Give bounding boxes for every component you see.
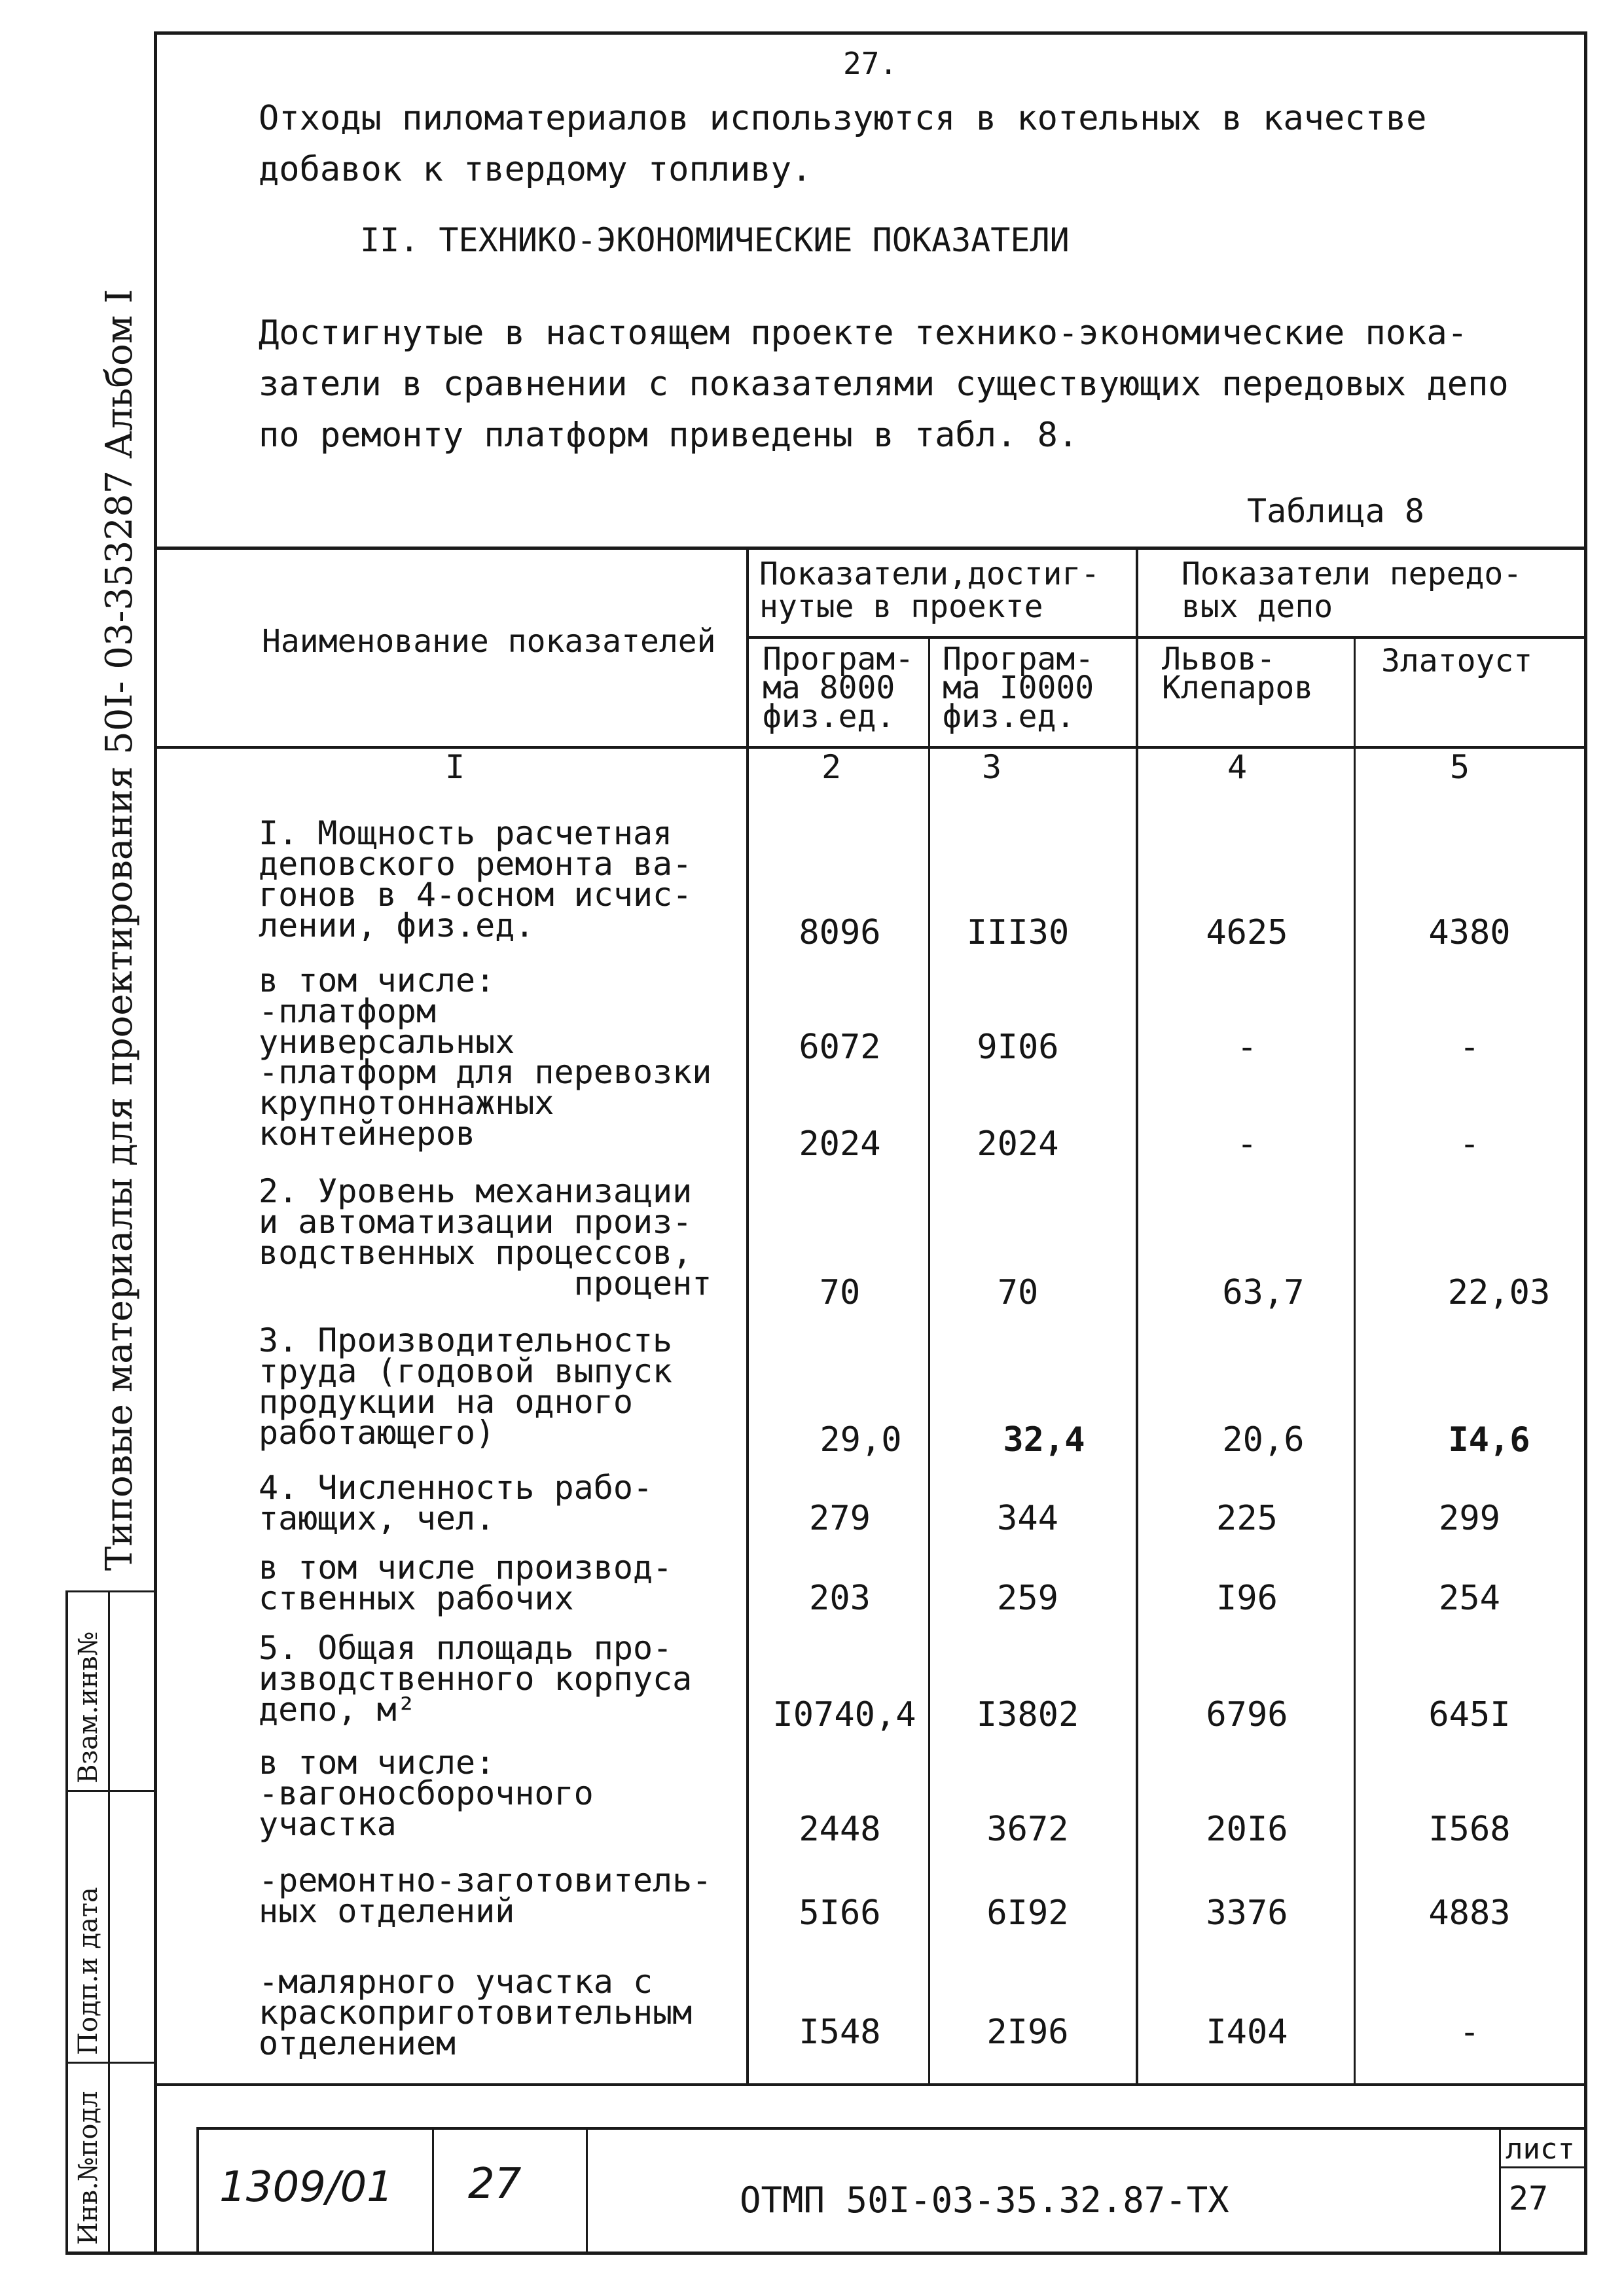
header-group-project: Показатели,достиг- нутые в проекте [759, 556, 1100, 625]
margin-label-inv-orig: Инв.№подл [73, 2090, 103, 2245]
value-paint-c3: 2I96 [986, 2013, 1069, 2052]
header-name: Наименование показателей [262, 623, 716, 660]
col-number-4: 4 [1227, 748, 1248, 786]
col-number-3: 3 [982, 748, 1002, 786]
frame-top [154, 31, 1587, 35]
col-number-5: 5 [1450, 748, 1470, 786]
value-assembly-c3: 3672 [986, 1810, 1069, 1849]
value-headcount-c5: 299 [1439, 1499, 1500, 1538]
stamp-top-line [196, 2127, 1587, 2130]
value-area-c5: 645I [1428, 1695, 1511, 1734]
section-heading: II. ТЕХНИКО-ЭКОНОМИЧЕСКИЕ ПОКАЗАТЕЛИ [360, 221, 1070, 259]
section-text-line-1: Достигнутые в настоящем проекте технико-экономические пока- [259, 314, 1468, 353]
value-productivity-c3: 32,4 [1003, 1420, 1085, 1460]
value-repair-c5: 4883 [1428, 1893, 1511, 1933]
stamp-handwritten-page: 27 [468, 2160, 522, 2208]
row-label-container-platforms: -платформ для перевозки крупнотоннажных контейнеров [259, 1053, 712, 1153]
value-assembly-c4: 20I6 [1206, 1810, 1288, 1849]
header-col-5: Златоуст [1381, 643, 1533, 679]
value-headcount-c4: 225 [1216, 1499, 1278, 1538]
table-header-split [748, 636, 1587, 639]
stamp-sheet-number: 27 [1509, 2179, 1549, 2217]
frame-bottom [65, 2251, 1587, 2255]
frame-left [154, 31, 157, 2253]
stamp-sep-1 [432, 2127, 434, 2253]
value-universal-c3: 9I06 [977, 1028, 1059, 1067]
value-container-c4: - [1236, 1124, 1257, 1164]
margin-div-2 [65, 2062, 157, 2064]
margin-label-sign-date: Подп.и дата [73, 1887, 103, 2055]
stamp-sheet-label: лист [1506, 2132, 1575, 2166]
row-label-total-area: 5. Общая площадь про- изводственного корпуса депо, м² [259, 1629, 693, 1729]
col-number-2: 2 [821, 748, 842, 786]
col-sep-4 [1354, 636, 1356, 2085]
row-label-car-assembly: в том числе: -вагоносборочного участка [259, 1744, 594, 1843]
margin-div-1 [65, 1790, 157, 1792]
value-container-c5: - [1459, 1124, 1480, 1164]
row-label-repair-shops: -ремонтно-заготовитель- ных отделений [259, 1861, 712, 1930]
row-label-capacity: I. Мощность расчетная деповского ремонта ва- гонов в 4-осном исчис- лении, физ.ед. [259, 814, 693, 944]
value-productivity-c2: 29,0 [820, 1420, 902, 1460]
value-productivity-c5: I4,6 [1448, 1420, 1530, 1460]
header-group-depots: Показатели передо- вых депо [1182, 556, 1523, 625]
row-label-productivity: 3. Производительность труда (годовой выпуск продукции на одного работающего) [259, 1321, 673, 1452]
value-paint-c4: I404 [1206, 2013, 1288, 2052]
table-caption: Таблица 8 [1247, 492, 1424, 530]
value-container-c2: 2024 [799, 1124, 881, 1164]
value-headcount-c2: 279 [809, 1499, 871, 1538]
row-label-production-workers: в том числе производ- ственных рабочих [259, 1549, 673, 1617]
value-mechanization-c5: 22,03 [1447, 1273, 1551, 1312]
value-paint-c5: - [1459, 2013, 1480, 2052]
intro-line-1: Отходы пиломатериалов используются в котельных в качестве [259, 99, 1427, 138]
value-universal-c4: - [1236, 1028, 1257, 1067]
value-capacity-c3: III30 [966, 913, 1070, 952]
header-col-4: Львов- Клепаров [1162, 641, 1314, 706]
value-workers-c3: 259 [997, 1579, 1058, 1618]
value-mechanization-c2: 70 [819, 1273, 861, 1312]
row-label-mechanization: 2. Уровень механизации и автоматизации произ- водственных процессов, процент [259, 1172, 712, 1302]
row-label-headcount: 4. Численность рабо- тающих, чел. [259, 1469, 653, 1537]
value-area-c3: I3802 [976, 1695, 1079, 1734]
page-number: 27. [843, 46, 898, 81]
stamp-sep-3 [1499, 2127, 1501, 2253]
value-workers-c2: 203 [809, 1579, 871, 1618]
stamp-sep-2 [586, 2127, 588, 2253]
stamp-document-code: ОТМП 50I-03-35.32.87-ТХ [740, 2179, 1229, 2221]
col-number-1: I [445, 748, 465, 786]
value-container-c3: 2024 [977, 1124, 1059, 1164]
value-universal-c2: 6072 [799, 1028, 881, 1067]
header-col-2: Програм- ма 8000 физ.ед. [763, 641, 914, 735]
row-label-universal-platforms: в том числе: -платформ универсальных [259, 961, 515, 1061]
col-sep-3 [1136, 547, 1138, 2085]
table-top-border [154, 547, 1587, 550]
value-assembly-c2: 2448 [799, 1810, 881, 1849]
row-label-paint-section: -малярного участка с краскоприготовительным отделением [259, 1963, 693, 2062]
frame-right [1584, 31, 1587, 2253]
value-area-c2: I0740,4 [772, 1695, 916, 1734]
section-text-line-2: затели в сравнении с показателями существующих передовых депо [259, 365, 1509, 404]
value-repair-c3: 6I92 [986, 1893, 1069, 1933]
value-area-c4: 6796 [1206, 1695, 1288, 1734]
value-capacity-c4: 4625 [1206, 913, 1288, 952]
value-productivity-c4: 20,6 [1222, 1420, 1305, 1460]
value-headcount-c3: 344 [997, 1499, 1058, 1538]
value-workers-c5: 254 [1439, 1579, 1500, 1618]
col-sep-1 [746, 547, 749, 2085]
stamp-left-line [196, 2127, 199, 2253]
stamp-handwritten-number: 1309/01 [219, 2163, 393, 2212]
value-repair-c2: 5I66 [799, 1893, 881, 1933]
section-text-line-3: по ремонту платформ приведены в табл. 8. [259, 416, 1079, 455]
value-mechanization-c3: 70 [997, 1273, 1039, 1312]
col-sep-2 [928, 636, 930, 2085]
margin-strip-left [65, 1590, 68, 2253]
table-header-bottom [154, 746, 1587, 749]
value-paint-c2: I548 [799, 2013, 881, 2052]
margin-series-title: Типовые материалы для проектирования 50I- 03-353287 Альбом I [98, 289, 141, 1571]
table-bottom-border [154, 2083, 1587, 2086]
value-assembly-c5: I568 [1428, 1810, 1511, 1849]
header-col-3: Програм- ма I0000 физ.ед. [943, 641, 1094, 735]
margin-strip-top [65, 1590, 157, 1592]
margin-label-replace: Взам.инв№ [73, 1631, 103, 1784]
intro-line-2: добавок к твердому топливу. [259, 150, 812, 189]
value-mechanization-c4: 63,7 [1222, 1273, 1305, 1312]
margin-strip-mid [108, 1590, 110, 2253]
value-universal-c5: - [1459, 1028, 1480, 1067]
value-capacity-c5: 4380 [1428, 913, 1511, 952]
value-workers-c4: I96 [1216, 1579, 1278, 1618]
value-repair-c4: 3376 [1206, 1893, 1288, 1933]
value-capacity-c2: 8096 [799, 913, 881, 952]
stamp-sheet-split [1499, 2166, 1587, 2168]
